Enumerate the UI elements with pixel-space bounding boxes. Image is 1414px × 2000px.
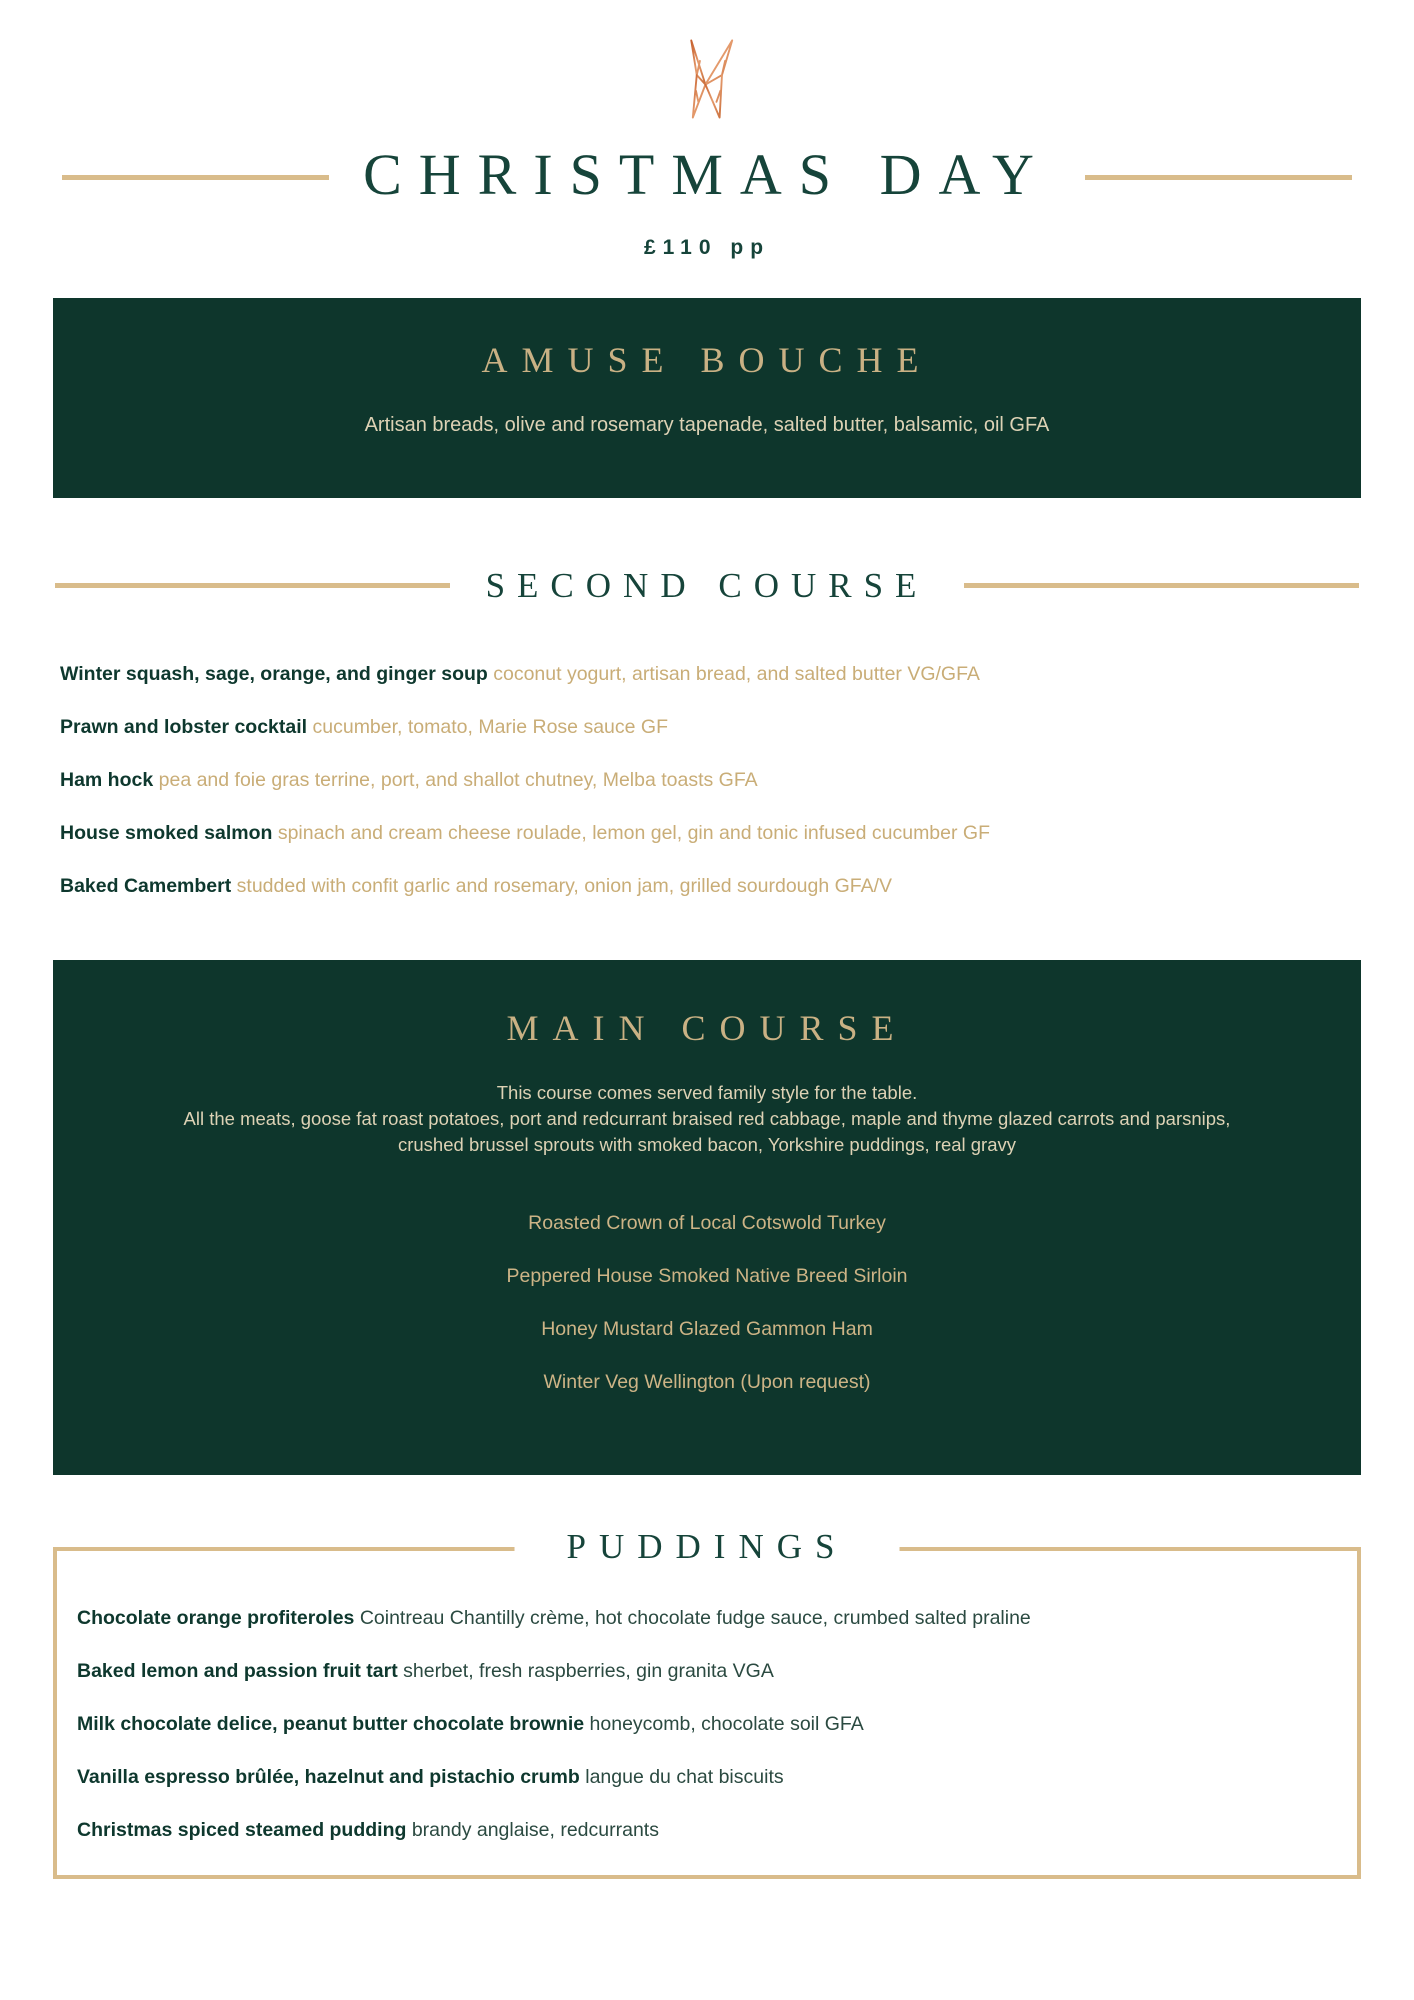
divider-line-left (55, 583, 450, 588)
main-course-note-line2: All the meats, goose fat roast potatoes, port and redcurrant braised red cabbage, maple and thyme glazed carrots and parsnips, crushed brussel sprouts with smoked bacon, Yorkshire puddings, real gravy (183, 1108, 1231, 1155)
puddings-box (53, 1527, 1361, 1879)
item-name: House smoked salmon (60, 822, 273, 844)
main-course-note-line1: This course comes served family style for the table. (496, 1082, 918, 1103)
puddings-list (57, 1551, 1357, 1844)
item-description: spinach and cream cheese roulade, lemon gel, gin and tonic infused cucumber GF (277, 822, 990, 844)
item-name: Christmas spiced steamed pudding (77, 1819, 407, 1841)
menu-item (77, 1817, 1337, 1844)
item-name: Baked Camembert (60, 875, 232, 897)
menu-item (60, 767, 1354, 794)
item-description: studded with confit garlic and rosemary, onion jam, grilled sourdough GFA/V (236, 875, 893, 897)
butterfly-logo-icon (644, 26, 770, 132)
item-description: sherbet, fresh raspberries, gin granita VGA (403, 1660, 774, 1682)
item-description: Cointreau Chantilly crème, hot chocolate fudge sauce, crumbed salted praline (359, 1607, 1031, 1629)
second-course-heading-row (55, 568, 1359, 603)
menu-item (60, 714, 1354, 741)
dish: Winter Veg Wellington (Upon request) (543, 1371, 871, 1393)
page-title: CHRISTMAS DAY (363, 142, 1051, 207)
item-description: honeycomb, chocolate soil GFA (589, 1713, 864, 1735)
amuse-bouche-heading: AMUSE BOUCHE (481, 340, 933, 380)
item-description: brandy anglaise, redcurrants (411, 1819, 659, 1841)
dish: Honey Mustard Glazed Gammon Ham (541, 1318, 873, 1340)
item-description: coconut yogurt, artisan bread, and salted butter VG/GFA (493, 663, 980, 685)
menu-item (77, 1711, 1337, 1738)
main-course-note (160, 1080, 1255, 1158)
dish: Peppered House Smoked Native Breed Sirloin (506, 1265, 908, 1287)
second-course-list (60, 661, 1354, 900)
puddings-heading: PUDDINGS (515, 1527, 900, 1567)
divider-line-right (1085, 175, 1352, 180)
menu-item (77, 1658, 1337, 1685)
item-description: cucumber, tomato, Marie Rose sauce GF (312, 716, 668, 738)
menu-price: £110 pp (643, 236, 771, 259)
item-name: Baked lemon and passion fruit tart (77, 1660, 398, 1682)
divider-line-left (62, 175, 329, 180)
item-name: Prawn and lobster cocktail (60, 716, 308, 738)
menu-header (0, 0, 1414, 260)
amuse-bouche-description: Artisan breads, olive and rosemary tapenade, salted butter, balsamic, oil GFA (364, 414, 1050, 436)
logo-container (0, 26, 1414, 134)
item-description: langue du chat biscuits (585, 1766, 784, 1788)
menu-item (77, 1764, 1337, 1791)
title-row (62, 142, 1352, 207)
second-course-heading: SECOND COURSE (485, 566, 929, 605)
item-description: pea and foie gras terrine, port, and shallot chutney, Melba toasts GFA (158, 769, 758, 791)
item-name: Milk chocolate delice, peanut butter chocolate brownie (77, 1713, 585, 1735)
item-name: Chocolate orange profiteroles (77, 1607, 355, 1629)
dish: Roasted Crown of Local Cotswold Turkey (528, 1212, 886, 1234)
amuse-bouche-banner (53, 298, 1361, 498)
item-name: Winter squash, sage, orange, and ginger soup (60, 663, 488, 685)
menu-item (77, 1605, 1337, 1632)
menu-item (60, 820, 1354, 847)
divider-line-right (964, 583, 1359, 588)
menu-item (60, 661, 1354, 688)
item-name: Ham hock (60, 769, 154, 791)
main-course-box (53, 960, 1361, 1475)
menu-item (60, 873, 1354, 900)
main-course-dish-list (53, 1210, 1361, 1396)
item-name: Vanilla espresso brûlée, hazelnut and pistachio crumb (77, 1766, 580, 1788)
main-course-heading: MAIN COURSE (506, 1008, 908, 1048)
